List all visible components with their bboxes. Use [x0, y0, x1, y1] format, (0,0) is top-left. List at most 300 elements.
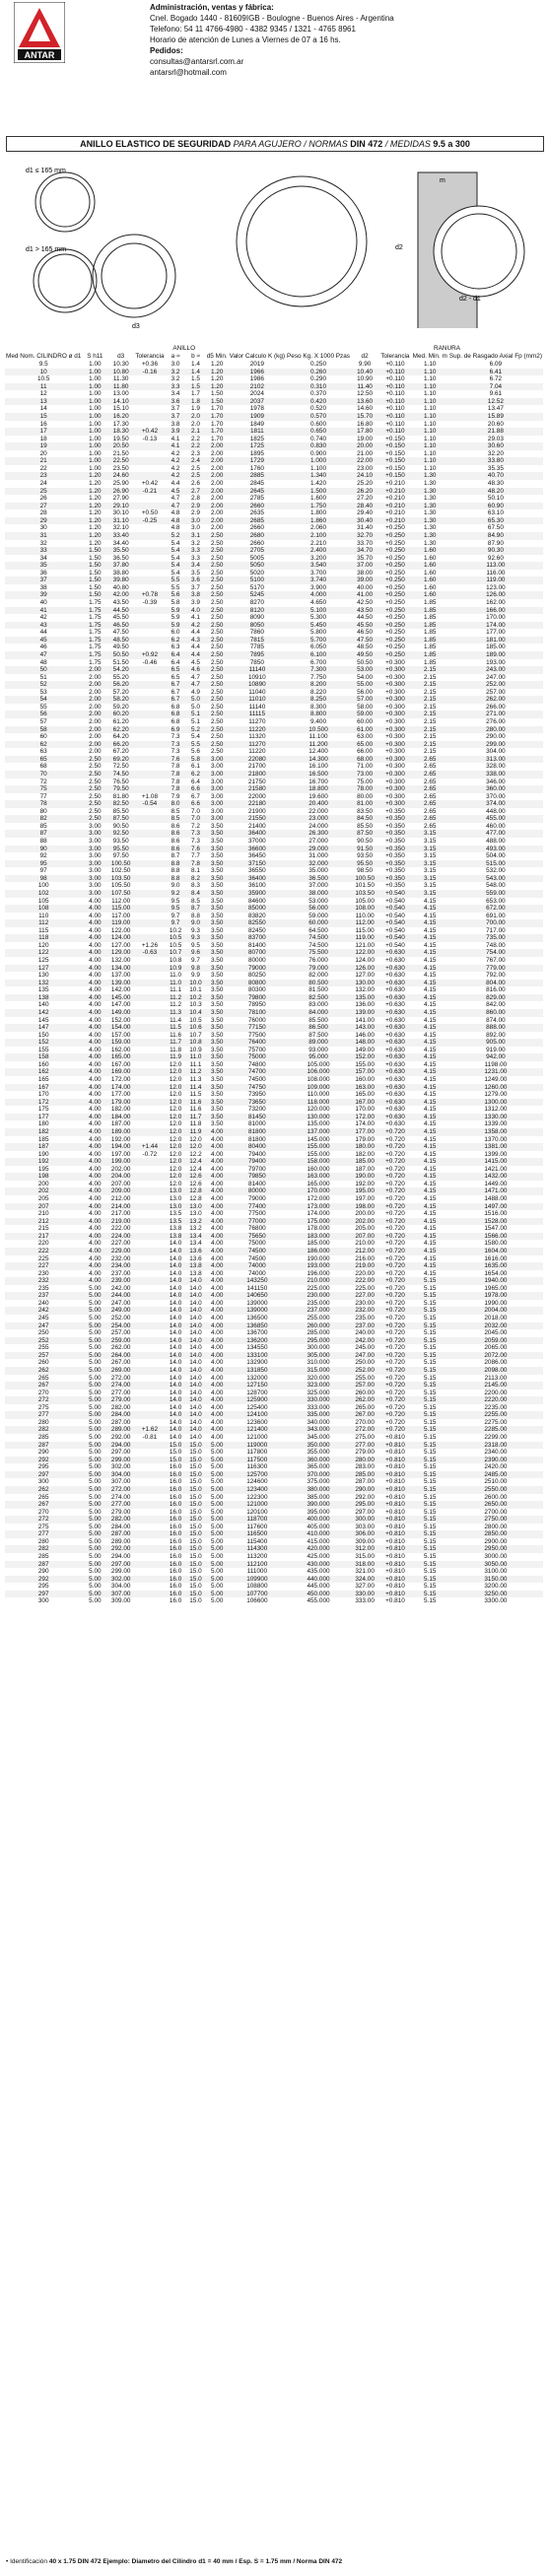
table-cell: 1.75 — [89, 644, 102, 651]
table-cell: 375.000 — [307, 1478, 330, 1486]
table-cell: 1.75 — [89, 629, 102, 637]
table-cell: 125400 — [246, 1403, 268, 1411]
table-row — [5, 1315, 543, 1322]
table-cell: 3.8 — [171, 420, 180, 428]
table-cell: 1.9 — [191, 405, 200, 413]
table-cell: 294.00 — [110, 1553, 131, 1560]
table-cell: 29.40 — [357, 509, 374, 517]
table-cell: 93.50 — [357, 852, 374, 860]
table-cell: 323.000 — [286, 1382, 351, 1390]
table-cell: 187.00 — [110, 1120, 131, 1128]
table-cell — [134, 830, 166, 838]
table-cell: 189.00 — [107, 1128, 134, 1136]
table-cell: 816.00 — [486, 986, 506, 994]
table-cell: 2.50 — [206, 576, 229, 584]
table-cell: 4.00 — [210, 1389, 224, 1396]
company-email-2[interactable]: antarsrl@hotmail.com — [150, 68, 227, 77]
table-cell: 1.420 — [310, 480, 326, 487]
table-row — [5, 934, 543, 942]
table-cell: 395.000 — [307, 1508, 330, 1516]
table-cell: 59.00 — [351, 711, 378, 718]
table-row — [5, 436, 543, 443]
table-cell: 15.0 — [185, 1442, 205, 1450]
table-cell: 4.00 — [206, 1352, 229, 1360]
table-cell: +0.720 — [385, 1210, 405, 1218]
table-cell: +0.630 — [385, 957, 405, 964]
table-cell: 3.0 — [191, 524, 200, 532]
table-cell: 285.000 — [307, 1329, 330, 1337]
table-cell: 158 — [5, 1053, 82, 1061]
table-cell: 142.00 — [110, 986, 131, 994]
table-cell: 5.00 — [206, 1471, 229, 1479]
table-cell: 129.00 — [107, 949, 134, 957]
table-cell: 7.04 — [448, 383, 543, 391]
table-cell: 11.3 — [166, 1009, 185, 1017]
table-cell: 327.00 — [355, 1583, 375, 1591]
table-cell: 3.0 — [185, 517, 205, 525]
table-cell: 1.7 — [191, 390, 200, 398]
table-cell: 5.15 — [423, 1329, 437, 1337]
table-row — [5, 555, 543, 563]
table-row — [5, 704, 543, 712]
table-cell: 4.00 — [210, 1374, 224, 1382]
table-cell: 280 — [37, 1418, 49, 1426]
table-cell — [134, 957, 166, 965]
table-cell: 16.0 — [166, 1486, 185, 1494]
table-cell: 2.15 — [412, 726, 448, 734]
table-cell: 162 — [5, 1068, 82, 1076]
table-cell: 117800 — [246, 1449, 268, 1457]
table-cell: +0.720 — [378, 1367, 411, 1375]
table-cell: 380.000 — [286, 1486, 351, 1494]
table-cell: +0.630 — [385, 972, 405, 980]
table-cell: 10.8 — [185, 1039, 205, 1047]
table-cell: 15.0 — [189, 1553, 202, 1560]
table-cell: 86.500 — [286, 1024, 351, 1032]
table-cell: 874.00 — [486, 1016, 506, 1024]
table-cell: +0.250 — [385, 614, 405, 622]
table-cell: 302.00 — [110, 1463, 131, 1471]
table-cell: 21400 — [247, 822, 266, 830]
table-cell: 13.0 — [185, 1203, 205, 1211]
table-cell: 4.15 — [412, 980, 448, 987]
table-cell: 4.15 — [412, 1128, 448, 1136]
table-cell: 754.00 — [448, 949, 543, 957]
table-cell: 5.15 — [412, 1591, 448, 1598]
table-cell — [134, 1524, 166, 1531]
table-cell: 13.6 — [189, 1254, 202, 1262]
table-cell: 4.00 — [89, 912, 102, 919]
table-cell: 2.00 — [210, 509, 224, 517]
table-cell: 5.15 — [423, 1389, 437, 1396]
table-cell: 12.0 — [185, 1143, 205, 1151]
table-row — [5, 890, 543, 898]
column-header: Med. Min. m — [412, 353, 447, 360]
table-cell: 29.10 — [107, 503, 134, 510]
table-cell: 23.00 — [357, 464, 374, 472]
table-cell: 10.9 — [189, 1046, 202, 1053]
table-row — [5, 1203, 543, 1211]
table-cell: 307.00 — [110, 1478, 131, 1486]
table-cell: 4.00 — [82, 1128, 107, 1136]
table-cell: 0.370 — [310, 390, 326, 398]
table-cell: 6.4 — [191, 778, 200, 785]
company-email-1[interactable]: consultas@antarsrl.com.ar — [150, 57, 244, 66]
table-cell: 85.50 — [357, 822, 374, 830]
table-row — [5, 457, 543, 465]
spec-table — [5, 345, 543, 1605]
table-cell — [134, 748, 166, 756]
table-cell: 5.15 — [412, 1530, 448, 1538]
table-cell: 262 — [5, 1486, 82, 1494]
table-cell: 95.50 — [107, 846, 134, 853]
table-cell: 77000 — [229, 1218, 286, 1226]
table-cell — [134, 1561, 166, 1569]
table-cell: +0.300 — [385, 763, 405, 771]
table-cell: 50.50 — [107, 651, 134, 659]
group-blank-2 — [286, 345, 351, 353]
table-cell: 4.4 — [191, 644, 200, 651]
table-cell: 1.30 — [412, 488, 448, 496]
table-cell: 6.9 — [166, 726, 185, 734]
table-cell: 7.3 — [191, 838, 200, 845]
table-cell: 2.15 — [412, 681, 448, 689]
table-cell: 24.000 — [308, 822, 328, 830]
table-cell: 174.00 — [355, 1120, 375, 1128]
table-cell: 8.5 — [191, 897, 200, 905]
table-cell: +0.720 — [378, 1352, 411, 1360]
table-cell: 38.00 — [357, 569, 374, 576]
table-cell: 1.50 — [89, 569, 102, 576]
table-cell: 11.2 — [185, 1068, 205, 1076]
table-cell: 1.60 — [412, 591, 448, 599]
table-cell: 2950.00 — [448, 1545, 543, 1553]
table-cell: 1635.00 — [448, 1262, 543, 1270]
table-cell: 50.50 — [357, 658, 374, 666]
table-cell: 2.00 — [210, 495, 224, 503]
table-row — [5, 509, 543, 517]
table-cell: 4.00 — [206, 1143, 229, 1151]
table-cell: 4.15 — [412, 1039, 448, 1047]
table-cell: 75.00 — [357, 778, 374, 785]
table-cell: 355.000 — [307, 1449, 330, 1457]
table-cell: 5.00 — [82, 1367, 107, 1375]
table-cell: 227.00 — [351, 1292, 378, 1300]
table-cell: 6.5 — [171, 673, 180, 681]
table-cell: 74500 — [247, 1076, 266, 1083]
table-row — [5, 495, 543, 503]
table-cell: 170.00 — [355, 1106, 375, 1114]
table-cell — [134, 1047, 166, 1054]
table-cell: 30.40 — [351, 517, 378, 525]
table-cell: +0.210 — [378, 517, 411, 525]
table-cell: +0.810 — [378, 1457, 411, 1464]
table-cell: 3.50 — [210, 822, 224, 830]
table-cell: +1.26 — [141, 941, 158, 949]
table-cell: 2004.00 — [448, 1307, 543, 1315]
table-cell: 2.00 — [206, 503, 229, 510]
table-cell: 2.9 — [191, 509, 200, 517]
table-cell: +0.720 — [385, 1180, 405, 1187]
table-cell: 24 — [39, 480, 47, 487]
table-cell: 15.0 — [189, 1463, 202, 1471]
table-cell: 5.00 — [89, 1478, 102, 1486]
table-cell: 4.3 — [185, 637, 205, 644]
table-cell: 4.15 — [423, 1180, 437, 1187]
table-cell: 653.00 — [486, 897, 506, 905]
table-cell: 942.00 — [448, 1053, 543, 1061]
table-cell: 121.00 — [355, 941, 375, 949]
table-cell: 2.50 — [210, 614, 224, 622]
table-cell: 5.00 — [89, 1374, 102, 1382]
table-cell: 6.6 — [185, 800, 205, 808]
table-cell: 1.30 — [423, 480, 437, 487]
table-cell: 4.15 — [423, 1135, 437, 1143]
table-cell: 19.50 — [112, 435, 129, 442]
table-cell: +0.720 — [378, 1307, 411, 1315]
table-cell: 1.85 — [423, 629, 437, 637]
table-cell: 7.0 — [191, 807, 200, 815]
table-row — [5, 882, 543, 890]
table-cell: +0.810 — [378, 1501, 411, 1509]
table-cell: +0.720 — [378, 1411, 411, 1419]
table-cell: 5.15 — [412, 1307, 448, 1315]
table-row — [5, 741, 543, 749]
table-cell: 12.0 — [166, 1158, 185, 1166]
table-cell: 25.90 — [112, 480, 129, 487]
table-cell: 4.15 — [412, 1218, 448, 1226]
table-cell: 90.50 — [112, 822, 129, 830]
table-cell: 1.70 — [210, 435, 224, 442]
table-row — [5, 905, 543, 913]
table-cell: 5.00 — [89, 1537, 102, 1545]
table-cell: 4.8 — [171, 509, 180, 517]
table-cell: 4.00 — [89, 1060, 102, 1068]
table-cell: 265.00 — [355, 1403, 375, 1411]
table-cell: 2485.00 — [448, 1471, 543, 1479]
table-cell: 9.3 — [185, 934, 205, 942]
table-cell — [134, 1322, 166, 1330]
table-cell: 82550 — [229, 919, 286, 927]
table-row — [5, 711, 543, 718]
table-cell: 80000 — [229, 1187, 286, 1195]
table-cell: 122.00 — [110, 926, 131, 934]
table-cell: 8270 — [249, 599, 264, 606]
table-cell: 159.00 — [107, 1039, 134, 1047]
table-cell: +0.630 — [385, 1046, 405, 1053]
table-cell: 5.4 — [171, 569, 180, 576]
table-cell: 57.20 — [112, 688, 129, 696]
table-cell: 4.15 — [423, 986, 437, 994]
table-cell: 1.30 — [412, 517, 448, 525]
table-cell: 2.6 — [191, 480, 200, 487]
table-cell: 207.00 — [110, 1180, 131, 1187]
table-cell: 114300 — [229, 1545, 286, 1553]
table-row — [5, 942, 543, 950]
table-row — [5, 1240, 543, 1248]
table-cell: +0.810 — [385, 1463, 405, 1471]
table-cell: 130 — [37, 972, 49, 980]
table-cell: 189.00 — [448, 651, 543, 659]
table-cell: +0.810 — [378, 1591, 411, 1598]
table-cell: 4.0 — [185, 607, 205, 615]
table-row — [5, 1210, 543, 1218]
table-cell — [134, 576, 166, 584]
table-cell: 1.20 — [89, 509, 102, 517]
table-cell: 3.00 — [206, 800, 229, 808]
table-cell: 4.00 — [89, 941, 102, 949]
table-cell: 7.2 — [191, 822, 200, 830]
table-cell: 237.00 — [351, 1322, 378, 1330]
table-cell: 2.15 — [423, 733, 437, 741]
table-cell: 4.00 — [89, 1269, 102, 1277]
table-cell: 14.0 — [185, 1307, 205, 1315]
table-cell: 5.00 — [82, 1501, 107, 1509]
table-row — [5, 1292, 543, 1300]
table-row — [5, 1449, 543, 1457]
table-cell: 22.00 — [351, 457, 378, 465]
table-cell: 260 — [37, 1359, 49, 1367]
table-cell — [134, 1128, 166, 1136]
table-cell: 1760 — [249, 464, 264, 472]
table-cell: +0.300 — [378, 696, 411, 704]
table-cell: 3.15 — [423, 852, 437, 860]
table-cell: 3.50 — [210, 986, 224, 994]
table-cell: 57 — [39, 718, 47, 725]
table-row — [5, 488, 543, 496]
table-cell: 11140 — [229, 666, 286, 674]
table-cell: 45 — [5, 637, 82, 644]
table-cell: 1547.00 — [484, 1225, 508, 1233]
table-cell: 3.00 — [89, 838, 102, 845]
table-row — [5, 1009, 543, 1017]
table-cell: 1940.00 — [448, 1277, 543, 1285]
table-cell: 81.500 — [308, 986, 328, 994]
table-cell: +0.630 — [378, 1039, 411, 1047]
table-cell: 277.00 — [107, 1501, 134, 1509]
table-cell: 4.00 — [89, 1254, 102, 1262]
table-cell: 5.00 — [206, 1486, 229, 1494]
table-cell: 4.4 — [191, 629, 200, 637]
table-cell: 275 — [37, 1403, 49, 1411]
table-cell: 2.50 — [210, 748, 224, 756]
table-cell: 107700 — [229, 1591, 286, 1598]
table-cell: 1.10 — [412, 383, 448, 391]
table-cell: 3.00 — [82, 890, 107, 898]
table-cell — [134, 503, 166, 510]
table-cell: 235.000 — [307, 1299, 330, 1307]
table-cell: 172 — [5, 1099, 82, 1107]
table-cell: 230 — [37, 1269, 49, 1277]
table-cell: 222.00 — [351, 1277, 378, 1285]
table-cell: 12.6 — [185, 1173, 205, 1181]
table-cell: 210.00 — [355, 1240, 375, 1248]
table-cell: 297 — [5, 1591, 82, 1598]
table-cell — [134, 1032, 166, 1040]
table-cell: 5.00 — [89, 1299, 102, 1307]
table-cell: -0.16 — [134, 369, 166, 376]
table-cell: +0.810 — [385, 1434, 405, 1441]
table-cell: 11.0 — [185, 1053, 205, 1061]
table-cell: 178.000 — [307, 1225, 330, 1233]
table-row — [5, 1322, 543, 1330]
table-cell: 90.30 — [448, 547, 543, 555]
table-cell: +0.810 — [385, 1523, 405, 1530]
table-cell: 1.30 — [423, 495, 437, 503]
table-cell: 3.50 — [206, 905, 229, 913]
table-cell: 7.3 — [171, 733, 180, 741]
table-cell: +0.720 — [385, 1135, 405, 1143]
table-cell: +0.720 — [378, 1158, 411, 1166]
table-cell: 905.00 — [448, 1039, 543, 1047]
table-row — [5, 1233, 543, 1241]
table-cell: 5.00 — [82, 1457, 107, 1464]
table-cell: 5.8 — [171, 599, 180, 606]
table-cell — [134, 905, 166, 913]
table-cell: 35900 — [229, 890, 286, 898]
table-cell: +0.720 — [378, 1426, 411, 1434]
table-cell: 5.0 — [185, 696, 205, 704]
table-cell: 92 — [39, 852, 47, 860]
table-cell: 11.40 — [351, 383, 378, 391]
table-cell: 4.00 — [82, 1248, 107, 1255]
table-cell: 262.00 — [110, 1344, 131, 1352]
table-cell: 10.5 — [189, 1016, 202, 1024]
table-cell: 3300.00 — [484, 1597, 508, 1605]
table-cell: 242.00 — [110, 1284, 131, 1292]
table-cell — [134, 1061, 166, 1069]
table-cell: 19.600 — [308, 792, 328, 800]
table-cell: 4.1 — [171, 435, 180, 442]
table-cell — [134, 965, 166, 973]
title-prefix: ANILLO ELASTICO DE SEGURIDAD — [80, 139, 232, 149]
table-row — [5, 1390, 543, 1397]
table-cell: 106600 — [246, 1597, 268, 1605]
table-row — [5, 1516, 543, 1524]
table-cell: 3.3 — [191, 554, 200, 562]
table-cell: 87.50 — [107, 815, 134, 823]
table-cell: 19.00 — [357, 435, 374, 442]
table-cell: 225 — [37, 1254, 49, 1262]
table-cell: 691.00 — [486, 912, 506, 919]
table-cell: 2.50 — [82, 756, 107, 764]
table-cell: 16.0 — [166, 1530, 185, 1538]
table-cell: 11.0 — [166, 980, 185, 987]
table-row — [5, 629, 543, 637]
table-cell: 2660 — [249, 524, 264, 532]
table-cell: 1604.00 — [448, 1248, 543, 1255]
table-cell: 1.50 — [89, 554, 102, 562]
table-cell: 15.0 — [185, 1486, 205, 1494]
table-cell: 4.15 — [423, 972, 437, 980]
table-cell: 20.400 — [286, 800, 351, 808]
table-cell — [134, 1120, 166, 1128]
table-cell: 11.80 — [107, 383, 134, 391]
table-cell: 16.0 — [166, 1561, 185, 1569]
table-cell: 15.0 — [185, 1545, 205, 1553]
table-cell: 7.8 — [166, 785, 185, 793]
table-cell: 1.60 — [423, 583, 437, 591]
table-cell: 115 — [38, 926, 49, 934]
table-cell: 5.300 — [310, 614, 326, 622]
table-cell: 1.00 — [89, 361, 102, 368]
table-cell: 257.00 — [486, 688, 506, 696]
table-cell: 5.15 — [412, 1426, 448, 1434]
table-cell: 2.00 — [206, 488, 229, 496]
table-cell: 11040 — [248, 688, 266, 696]
table-cell: 287 — [5, 1561, 82, 1569]
table-cell: +0.630 — [385, 1076, 405, 1083]
